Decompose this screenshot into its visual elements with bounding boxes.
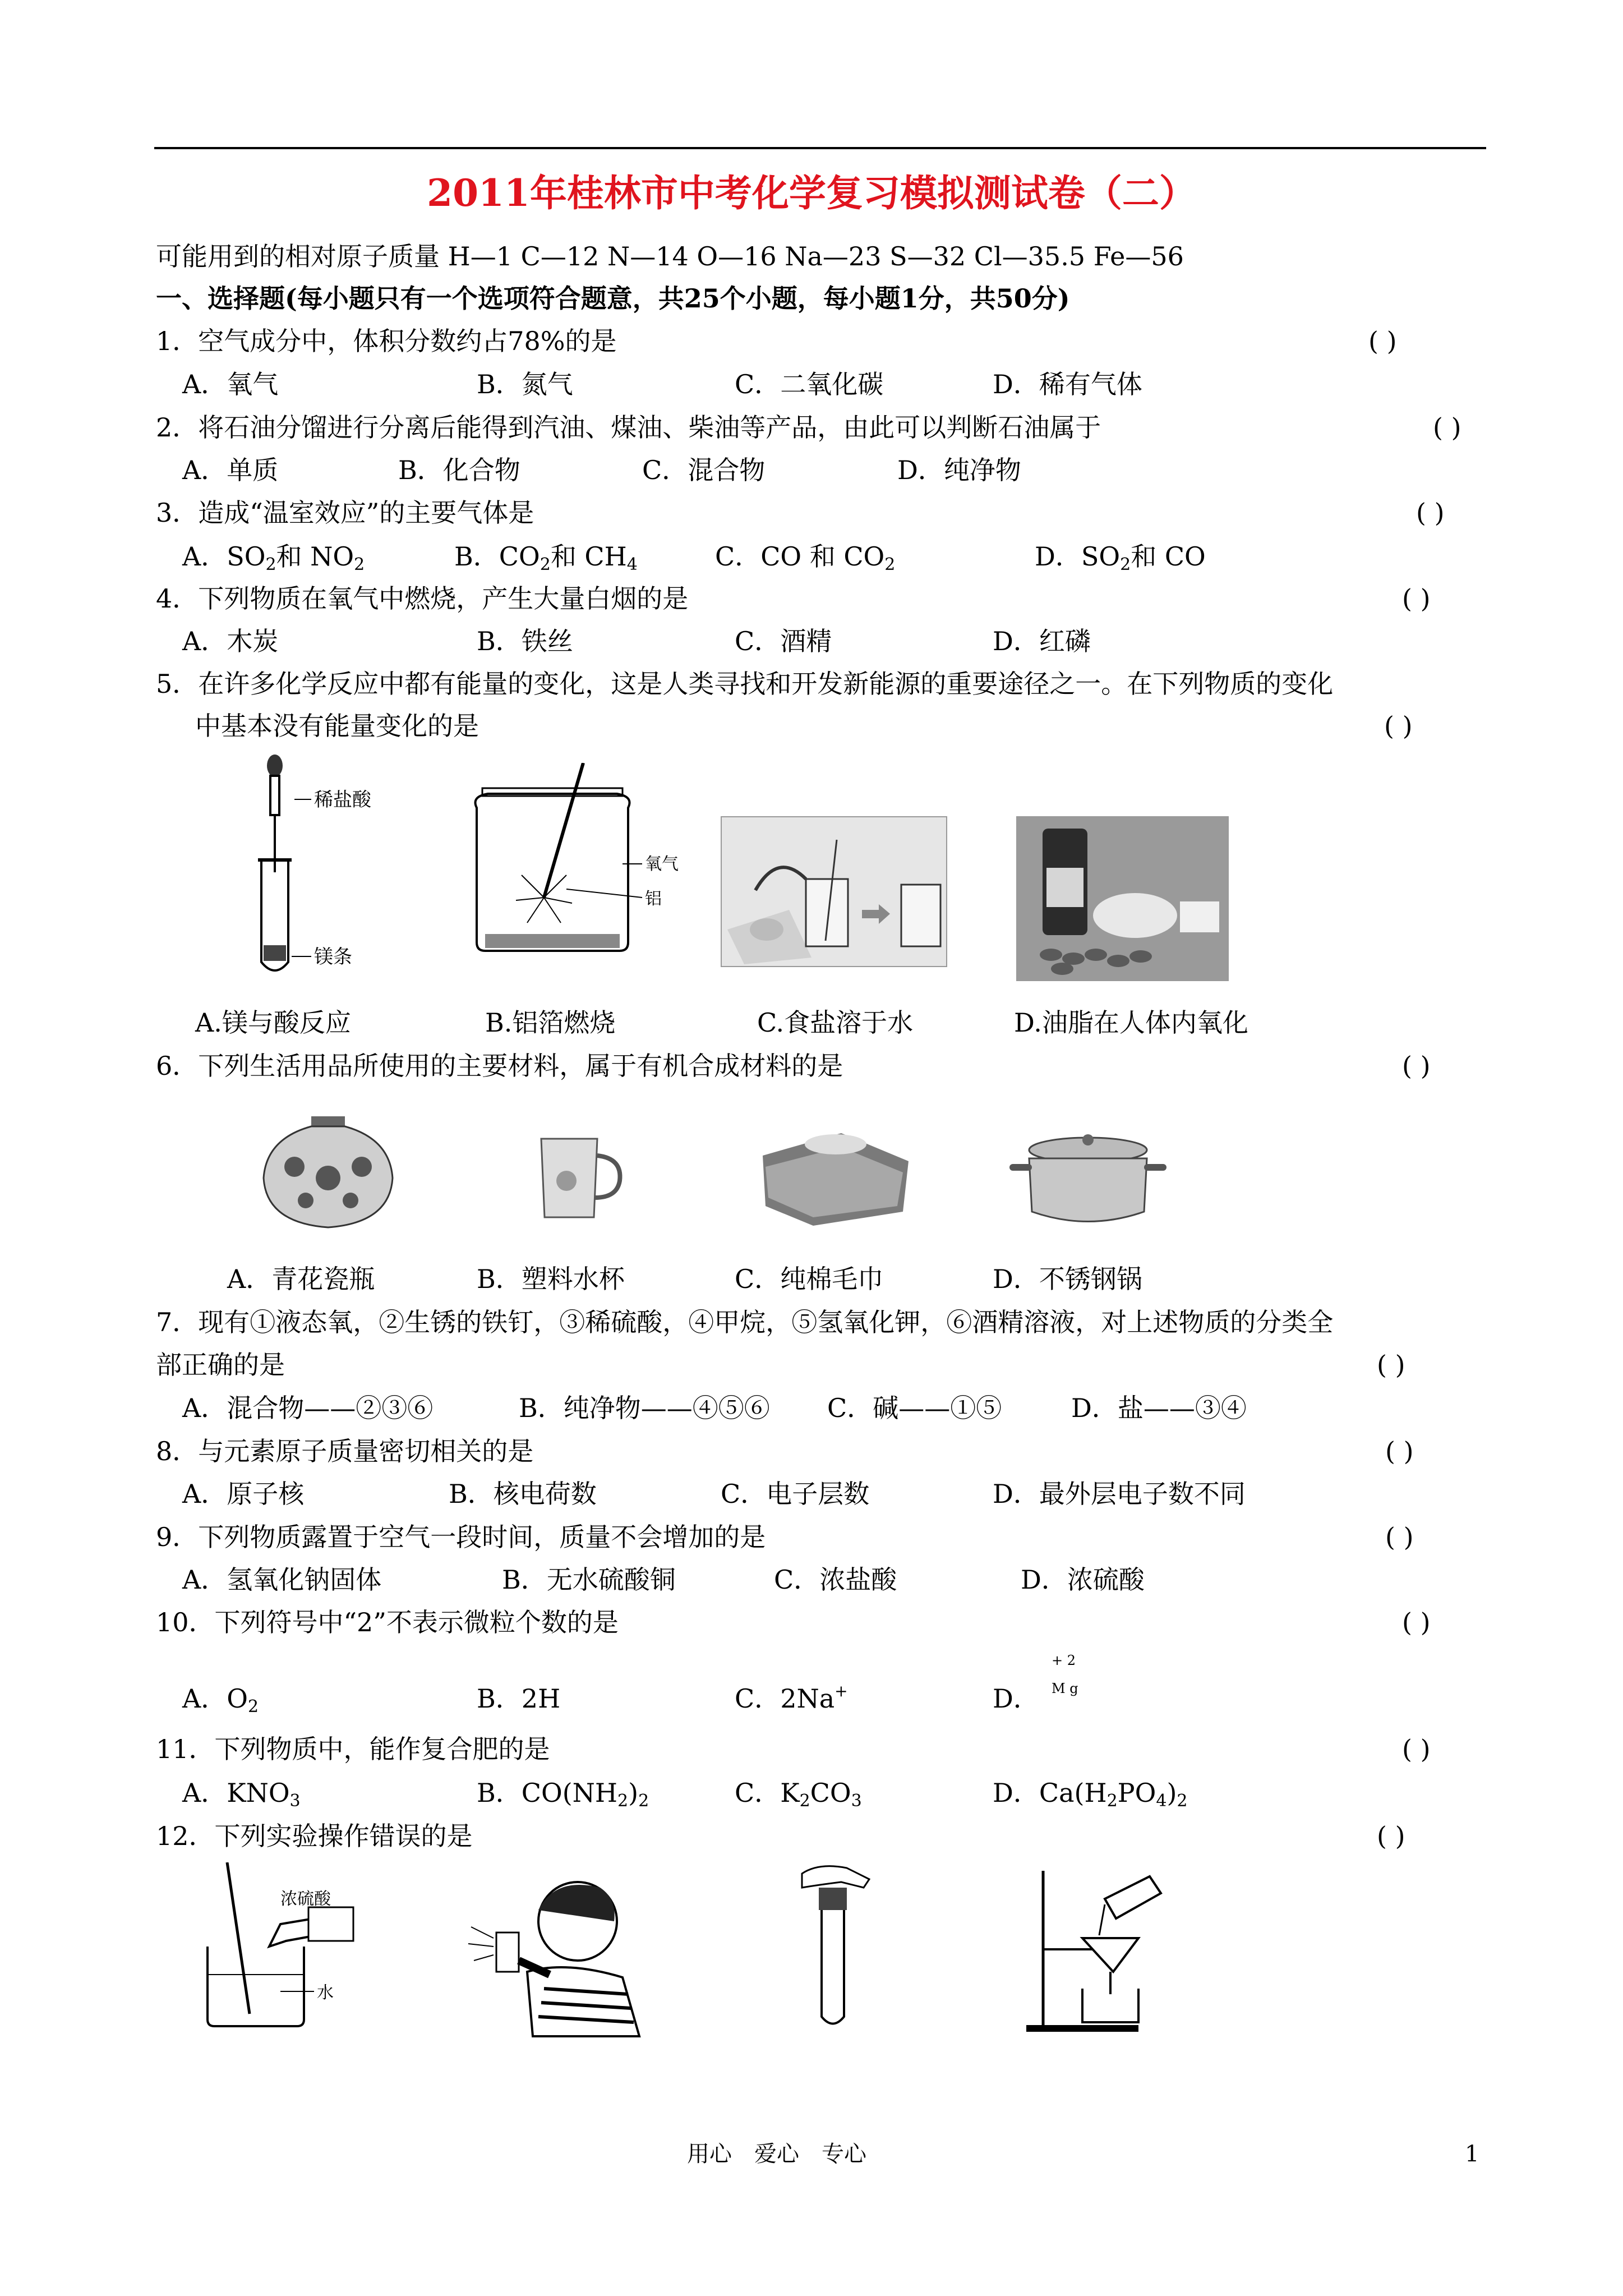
page-title: 2011年桂林市中考化学复习模拟测试卷（二） — [427, 171, 1196, 215]
q10-option-a: A．$O_2$ — [182, 1683, 259, 1717]
q9-bracket: ( ) — [1385, 1522, 1414, 1552]
q9-option-c: C．浓盐酸 — [774, 1565, 897, 1595]
q2-stem: 2．将石油分馏进行分离后能得到汽油、煤油、柴油等产品，由此可以判断石油属于 — [156, 412, 1101, 443]
q5-option-a: A.镁与酸反应 — [195, 1007, 351, 1038]
q4-bracket: ( ) — [1402, 583, 1431, 614]
q9-stem: 9．下列物质露置于空气一段时间，质量不会增加的是 — [156, 1522, 766, 1552]
q6-bracket: ( ) — [1402, 1051, 1431, 1081]
figure-smell-gas — [465, 1876, 651, 2039]
label-magnesium-strip: 镁条 — [314, 946, 352, 968]
q2-option-d: D．纯净物 — [897, 455, 1021, 485]
q4-option-b: B．铁丝 — [477, 626, 573, 656]
q7-option-a: A．混合物——②③⑥ — [182, 1393, 434, 1423]
q5-stem-line1: 5．在许多化学反应中都有能量的变化，这是人类寻找和开发新能源的重要途径之一。在下列物质的变化 — [156, 669, 1334, 699]
q4-option-d: D．红磷 — [993, 626, 1091, 656]
q7-option-c: C．碱——①⑤ — [827, 1393, 1002, 1423]
atomic-masses: 可能用到的相对原子质量 H—1 C—12 N—14 O—16 Na—23 S—32 Cl—35.5 Fe—56 — [156, 241, 1184, 272]
q1-option-a: A．氧气 — [182, 369, 279, 399]
q9-option-a: A．氢氧化钠固体 — [182, 1565, 382, 1595]
q8-option-c: C．电子层数 — [721, 1479, 870, 1509]
q8-option-d: D．最外层电子数不同 — [993, 1479, 1246, 1509]
figure-plastic-cup — [536, 1133, 625, 1223]
figure-stainless-pot — [1004, 1133, 1172, 1228]
q1-option-c: C．二氧化碳 — [735, 369, 884, 399]
q5-option-d: D.油脂在人体内氧化 — [1014, 1007, 1248, 1038]
figure-oil-fat — [1016, 816, 1229, 981]
figure-salt-dissolving — [721, 816, 947, 967]
q7-stem-line1: 7．现有①液态氧，②生锈的铁钉，③稀硫酸，④甲烷，⑤氢氧化钾，⑥酒精溶液，对上述物质的分类全 — [156, 1307, 1334, 1337]
q7-option-d: D．盐——③④ — [1071, 1393, 1247, 1423]
figure-test-tube-stopper — [796, 1862, 880, 2031]
figure-filtration — [1021, 1865, 1166, 2033]
q4-option-a: A．木炭 — [182, 626, 279, 656]
q10-option-d-symbol: M g — [1052, 1681, 1078, 1696]
q11-option-a: A．$KNO_3$ — [182, 1778, 301, 1811]
q10-option-d-charge: + 2 — [1052, 1653, 1076, 1668]
q3-option-c: C．CO 和 $CO_2$ — [715, 541, 896, 574]
page-number: 1 — [1465, 2141, 1479, 2167]
q4-stem: 4．下列物质在氧气中燃烧，产生大量白烟的是 — [156, 583, 689, 614]
q11-option-d: D．$Ca(H_2PO_4)_2$ — [993, 1778, 1188, 1811]
q2-option-a: A．单质 — [182, 455, 279, 485]
label-conc-sulfuric: 浓硫酸 — [280, 1889, 331, 1909]
q6-option-a: A．青花瓷瓶 — [227, 1264, 375, 1294]
q1-option-d: D．稀有气体 — [993, 369, 1142, 399]
q8-stem: 8．与元素原子质量密切相关的是 — [156, 1436, 534, 1466]
figure-dilute-sulfuric-acid — [196, 1862, 381, 2031]
q7-option-b: B．纯净物——④⑤⑥ — [519, 1393, 770, 1423]
top-rule — [154, 147, 1486, 149]
q8-option-a: A．原子核 — [182, 1479, 305, 1509]
q6-option-b: B．塑料水杯 — [477, 1264, 625, 1294]
label-water: 水 — [317, 1983, 334, 2003]
label-oxygen: 氧气 — [645, 854, 679, 874]
q8-option-b: B．核电荷数 — [449, 1479, 597, 1509]
q12-bracket: ( ) — [1377, 1821, 1405, 1851]
figure-cotton-towel — [757, 1128, 914, 1228]
q11-option-b: B．$CO(NH_2)_2$ — [477, 1778, 649, 1811]
q1-option-b: B．氮气 — [477, 369, 573, 399]
q6-stem: 6．下列生活用品所使用的主要材料，属于有机合成材料的是 — [156, 1051, 843, 1081]
figure-porcelain-vase — [255, 1116, 401, 1228]
q10-option-b: B．2H — [477, 1683, 561, 1714]
q5-option-b: B.铝箔燃烧 — [485, 1007, 616, 1038]
q10-bracket: ( ) — [1402, 1607, 1431, 1637]
footer-motto: 用心 爱心 专心 — [687, 2141, 866, 2167]
q1-stem: 1．空气成分中，体积分数约占78%的是 — [156, 326, 617, 356]
q12-stem: 12．下列实验操作错误的是 — [156, 1821, 473, 1851]
section-heading: 一、选择题(每小题只有一个选项符合题意，共25个小题，每小题1分，共50分) — [156, 283, 1070, 314]
q4-option-c: C．酒精 — [735, 626, 832, 656]
q9-option-d: D．浓硫酸 — [1021, 1565, 1145, 1595]
q2-bracket: ( ) — [1433, 412, 1461, 443]
q11-bracket: ( ) — [1402, 1734, 1431, 1764]
q6-option-c: C．纯棉毛巾 — [735, 1264, 884, 1294]
q10-option-c: C．2Na+ — [735, 1682, 848, 1714]
q2-option-c: C．混合物 — [642, 455, 766, 485]
q9-option-b: B．无水硫酸铜 — [502, 1565, 676, 1595]
q10-option-d-label: D． — [993, 1683, 1039, 1714]
q3-bracket: ( ) — [1416, 498, 1445, 528]
q7-stem-line2: 部正确的是 — [156, 1350, 285, 1380]
q3-option-d: D．$SO_2$和 CO — [1035, 541, 1206, 574]
q8-bracket: ( ) — [1385, 1436, 1414, 1466]
q6-option-d: D．不锈钢锅 — [993, 1264, 1142, 1294]
figure-magnesium-acid — [241, 749, 409, 984]
q11-option-c: C．$K_2CO_3$ — [735, 1778, 862, 1811]
label-dilute-hcl: 稀盐酸 — [314, 789, 371, 811]
q7-bracket: ( ) — [1377, 1350, 1405, 1380]
q5-bracket: ( ) — [1384, 711, 1413, 741]
q3-option-b: B．$CO_2$和 $CH_4$ — [454, 541, 638, 574]
label-aluminium: 铝 — [645, 889, 662, 909]
figure-aluminium-burning — [454, 763, 690, 959]
q1-bracket: ( ) — [1368, 326, 1397, 356]
q11-stem: 11．下列物质中，能作复合肥的是 — [156, 1734, 550, 1764]
q5-option-c: C.食盐溶于水 — [757, 1007, 914, 1038]
q2-option-b: B．化合物 — [398, 455, 520, 485]
q5-stem-line2: 中基本没有能量变化的是 — [195, 711, 479, 741]
q3-option-a: A．$SO_2$和 $NO_2$ — [182, 541, 365, 574]
q3-stem: 3．造成“温室效应”的主要气体是 — [156, 498, 534, 528]
q10-stem: 10．下列符号中“2”不表示微粒个数的是 — [156, 1607, 619, 1637]
